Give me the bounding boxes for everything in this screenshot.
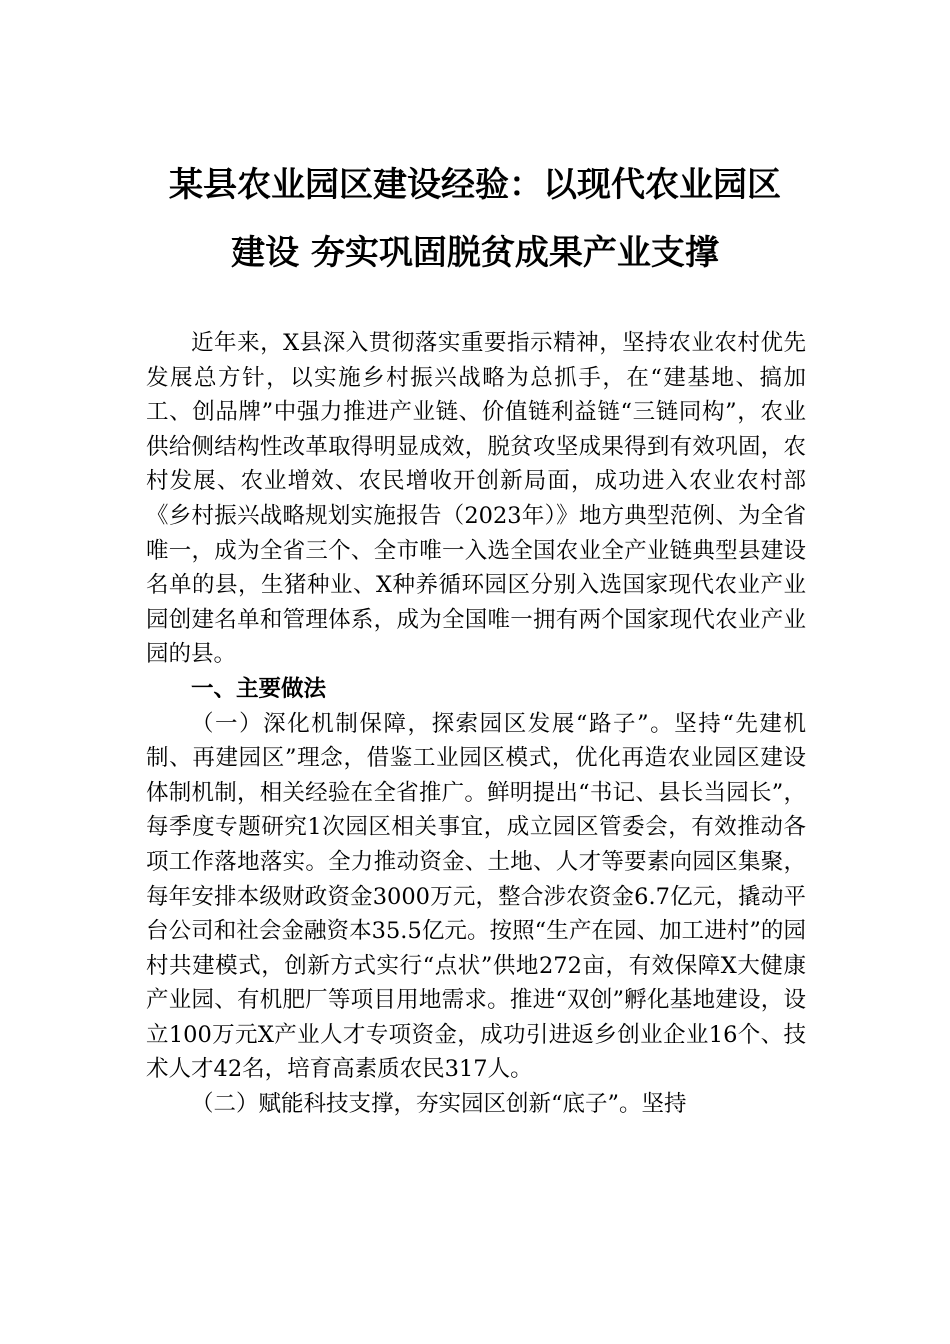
document-title-line2: 建设 夯实巩固脱贫成果产业支撑 — [231, 233, 719, 273]
section-paragraph-2: （二）赋能科技支撑，夯实园区创新“底子”。坚持 — [191, 1091, 687, 1118]
section-paragraph-1: （一）深化机制保障，探索园区发展“路子”。坚持“先建机制、再建园区”理念，借鉴工业园区模式，优化再造农业园区建设体制机制，相关经验在全省推广。鲜明提出“书记、县长当园长”，每季度专题研究1次园区相关事宜，成立园区管委会，有效推动各项工作落地落实。全力推动资金、土地、人才等要素向园区集聚，每年安排本级财政资金3000万元，整合涉农资金6.7亿元，撬动平台公司和社会金融资本35.5亿元。按照“生产在园、加工进村”的园村共建模式，创新方式实行“点状”供地272亩，有效保障X大健康产业园、有机肥厂等项目用地需求。推进“双创”孵化基地建设，设立100万元X产业人才专项资金，成功引进返乡创业企业16个、技术人才42名，培育高素质农民317人。 — [146, 710, 806, 1083]
document-body — [146, 326, 806, 1122]
intro-paragraph: 近年来，X县深入贯彻落实重要指示精神，坚持农业农村优先发展总方针，以实施乡村振兴战略为总抓手，在“建基地、搞加工、创品牌”中强力推进产业链、价值链利益链“三链同构”，农业供给侧结构性改革取得明显成效，脱贫攻坚成果得到有效巩固，农村发展、农业增效、农民增收开创新局面，成功进入农业农村部《乡村振兴战略规划实施报告（2023年）》地方典型范例、为全省唯一，成为全省三个、全市唯一入选全国农业全产业链典型县建设名单的县，生猪种业、X种养循环园区分别入选国家现代农业产业园创建名单和管理体系，成为全国唯一拥有两个国家现代农业产业园的县。 — [146, 330, 806, 668]
document-title-line1: 某县农业园区建设经验：以现代农业园区 — [169, 165, 781, 205]
section-heading-1: 一、主要做法 — [191, 675, 327, 702]
